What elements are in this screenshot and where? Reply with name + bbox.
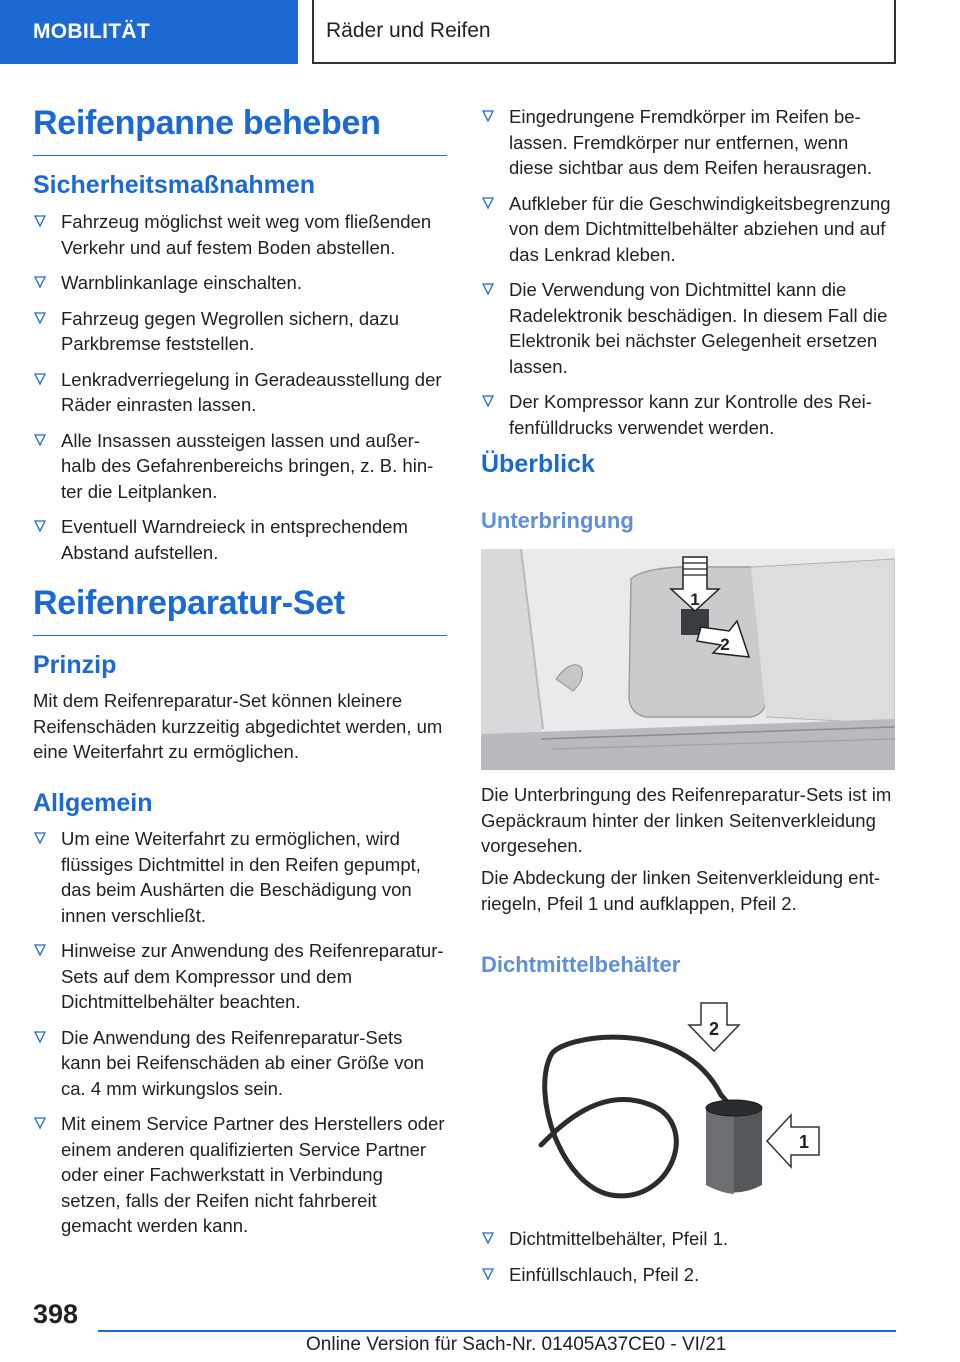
list-item: Aufkleber für die Geschwindigkeitsbegrenzung von dem Dichtmittelbehälter abziehen und auf das Lenkrad kleben. <box>481 191 897 268</box>
triangle-bullet-icon <box>481 196 495 210</box>
triangle-bullet-icon <box>33 433 47 447</box>
list-item: Um eine Weiterfahrt zu ermöglichen, wird flüssiges Dichtmittel in den Reifen gepumpt, das beim Aushärten die Beschädigung von innen verschließt. <box>33 826 447 928</box>
list-item: Eingedrungene Fremdkörper im Reifen belassen. Fremdkörper nur entfernen, wenn diese sichtbar aus dem Reifen herausragen. <box>481 104 897 181</box>
triangle-bullet-icon <box>33 311 47 325</box>
chapter-title: Räder und Reifen <box>312 0 896 64</box>
footer-divider <box>98 1330 896 1332</box>
heading-reifenpanne: Reifenpanne beheben <box>33 104 447 156</box>
hints-list <box>481 104 897 450</box>
list-item: Dichtmittelbehälter, Pfeil 1. <box>481 1226 897 1252</box>
triangle-bullet-icon <box>33 372 47 386</box>
heading-overview: Überblick <box>481 450 595 478</box>
list-item: Mit einem Service Partner des Herstellers oder einem anderen qualifizierten Service Partner oder einer Fachwerkstatt in Verbindung setzen, falls der Reifen nicht fahrbereit gemacht werden kann. <box>33 1111 447 1239</box>
triangle-bullet-icon <box>33 1116 47 1130</box>
list-item: Hinweise zur Anwendung des Reifenreparatur-Sets auf dem Kompressor und dem Dichtmittelbehälter beachten. <box>33 938 447 1015</box>
triangle-bullet-icon <box>33 831 47 845</box>
safety-list <box>33 209 447 575</box>
storage-label-2: 2 <box>720 635 730 654</box>
list-item: Einfüllschlauch, Pfeil 2. <box>481 1262 897 1288</box>
heading-storage: Unterbringung <box>481 508 634 533</box>
storage-text-2: Die Abdeckung der linken Seitenverkleidung entriegeln, Pfeil 1 und aufklappen, Pfeil 2. <box>481 867 881 914</box>
list-item: Die Anwendung des Reifenreparatur-Sets kann bei Reifenschäden ab einer Größe von ca. 4 mm wirkungslos sein. <box>33 1025 447 1102</box>
page-number: 398 <box>33 1299 79 1329</box>
storage-label-1: 1 <box>690 590 700 609</box>
triangle-bullet-icon <box>33 214 47 228</box>
general-list <box>33 826 447 1249</box>
triangle-bullet-icon <box>481 394 495 408</box>
principle-text: Mit dem Reifenreparatur-Set können kleinere Reifenschäden kurzzeitig abgedichtet werden, um eine Weiterfahrt zu ermöglichen. <box>33 690 443 762</box>
list-item: Warnblinkanlage einschalten. <box>33 270 447 296</box>
list-item: Alle Insassen aussteigen lassen und außerhalb des Gefahrenbereichs bringen, z. B. hinter die Leitplanken. <box>33 428 447 505</box>
online-version-note: Online Version für Sach-Nr. 01405A37CE0 - VI/21 <box>306 1334 727 1355</box>
list-item: Lenkradverriegelung in Geradeausstellung der Räder einrasten lassen. <box>33 367 447 418</box>
arrow-2-icon <box>689 1003 739 1051</box>
triangle-bullet-icon <box>33 1030 47 1044</box>
heading-principle: Prinzip <box>33 651 117 679</box>
triangle-bullet-icon <box>481 282 495 296</box>
triangle-bullet-icon <box>33 275 47 289</box>
container-list <box>481 1226 897 1297</box>
triangle-bullet-icon <box>33 519 47 533</box>
list-item: Fahrzeug möglichst weit weg vom fließenden Verkehr und auf festem Boden abstellen. <box>33 209 447 260</box>
container-label-1: 1 <box>798 1132 810 1152</box>
heading-reparatur-set: Reifenreparatur-Set <box>33 584 447 636</box>
list-item: Eventuell Warndreieck in entsprechendem Abstand aufstellen. <box>33 514 447 565</box>
container-label-2: 2 <box>708 1019 720 1039</box>
heading-general: Allgemein <box>33 789 153 817</box>
triangle-bullet-icon <box>33 943 47 957</box>
arrow-1-icon <box>767 1115 819 1167</box>
list-item: Der Kompressor kann zur Kontrolle des Reifenfülldrucks verwendet werden. <box>481 389 897 440</box>
triangle-bullet-icon <box>481 1267 495 1281</box>
heading-safety: Sicherheitsmaßnahmen <box>33 171 316 199</box>
sealant-container-illustration <box>521 995 861 1210</box>
triangle-bullet-icon <box>481 109 495 123</box>
heading-container: Dichtmittelbehälter <box>481 952 681 977</box>
list-item: Fahrzeug gegen Wegrollen sichern, dazu Parkbremse feststellen. <box>33 306 447 357</box>
list-item: Die Verwendung von Dichtmittel kann die Radelektronik beschädigen. In diesem Fall die Elektronik bei nächster Gelegenheit ersetzen lassen. <box>481 277 897 379</box>
section-tab: MOBILITÄT <box>0 0 298 64</box>
triangle-bullet-icon <box>481 1231 495 1245</box>
storage-illustration <box>481 549 895 770</box>
storage-text-1: Die Unterbringung des Reifenreparatur-Sets ist im Gepäckraum hinter der linken Seitenverkleidung vorgesehen. <box>481 784 892 856</box>
